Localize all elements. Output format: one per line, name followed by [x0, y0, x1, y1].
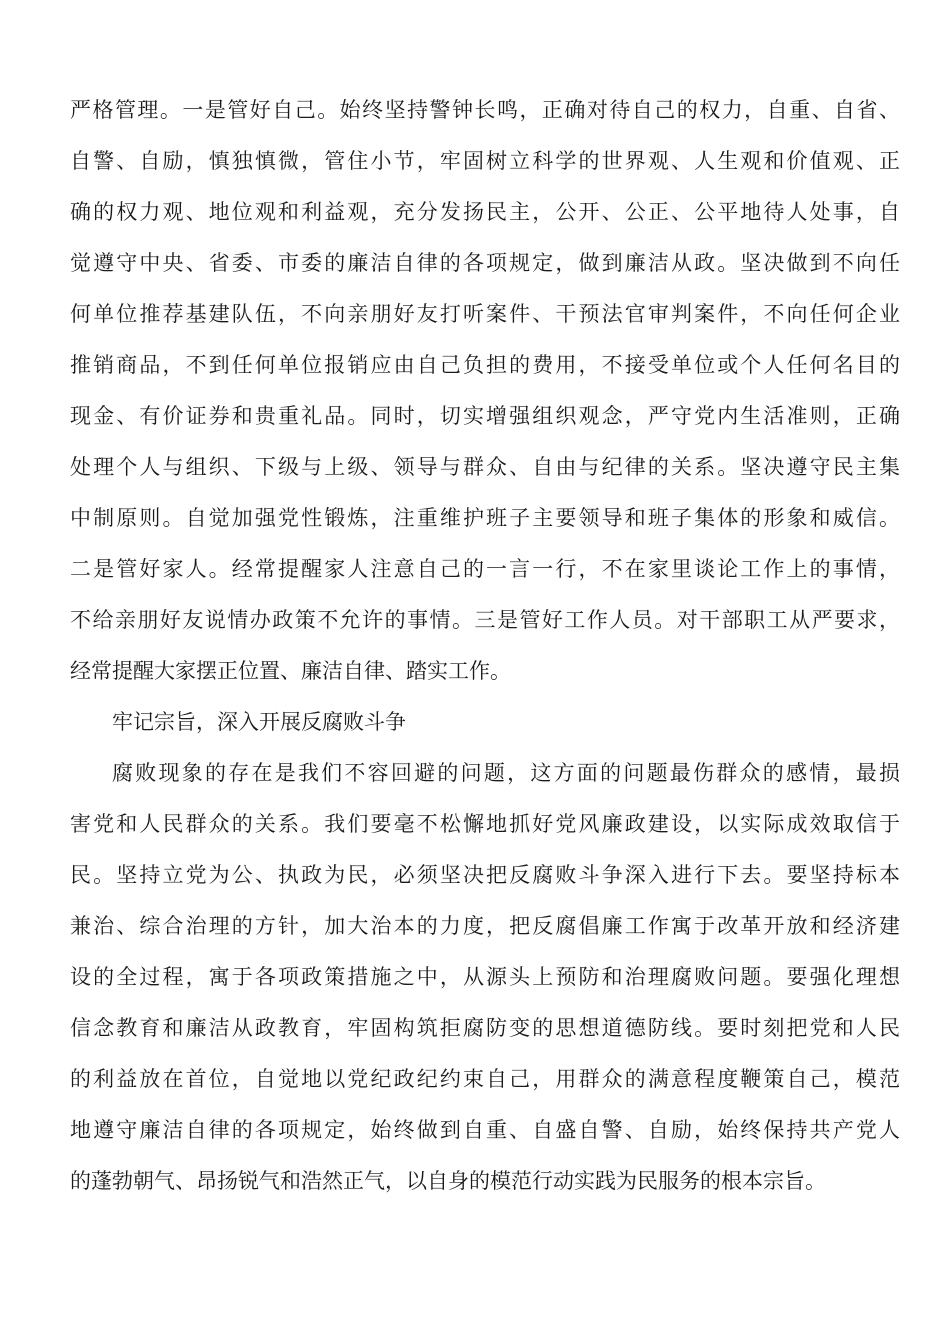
paragraph2-line: 兼治、综合治理的方针，加大治本的力度，把反腐倡廉工作寓于改革开放和经济建 — [70, 914, 900, 938]
paragraph1-line: 自警、自励，慎独慎微，管住小节，牢固树立科学的世界观、人生观和价值观、正 — [70, 149, 900, 173]
paragraph2-line: 民。坚持立党为公、执政为民，必须坚决把反腐败斗争深入进行下去。要坚持标本 — [70, 863, 900, 887]
paragraph1-line: 觉遵守中央、省委、市委的廉洁自律的各项规定，做到廉洁从政。坚决做到不向任 — [70, 251, 900, 275]
paragraph2-line: 设的全过程，寓于各项政策措施之中，从源头上预防和治理腐败问题。要强化理想 — [70, 965, 900, 989]
paragraph1-line: 确的权力观、地位观和利益观，充分发扬民主，公开、公正、公平地待人处事，自 — [70, 200, 900, 224]
section-heading: 牢记宗旨，深入开展反腐败斗争 — [112, 710, 406, 734]
paragraph2-line: 害党和人民群众的关系。我们要毫不松懈地抓好党风廉政建设，以实际成效取信于 — [70, 812, 900, 836]
paragraph2-line: 的利益放在首位，自觉地以党纪政纪约束自己，用群众的满意程度鞭策自己，模范 — [70, 1067, 900, 1091]
paragraph1-line: 中制原则。自觉加强党性锻炼，注重维护班子主要领导和班子集体的形象和威信。 — [70, 506, 900, 530]
paragraph1-line: 严格管理。一是管好自己。始终坚持警钟长鸣，正确对待自己的权力，自重、自省、 — [70, 98, 900, 122]
paragraph1-line: 不给亲朋好友说情办政策不允许的事情。三是管好工作人员。对干部职工从严要求， — [70, 608, 900, 632]
paragraph1-line: 何单位推荐基建队伍，不向亲朋好友打听案件、干预法官审判案件，不向任何企业 — [70, 302, 900, 326]
paragraph1-line: 现金、有价证券和贵重礼品。同时，切实增强组织观念，严守党内生活准则，正确 — [70, 404, 900, 428]
paragraph2-line: 地遵守廉洁自律的各项规定，始终做到自重、自盛自警、自励，始终保持共产党人 — [70, 1118, 900, 1142]
paragraph1-line: 处理个人与组织、下级与上级、领导与群众、自由与纪律的关系。坚决遵守民主集 — [70, 455, 900, 479]
paragraph1-line: 推销商品，不到任何单位报销应由自己负担的费用，不接受单位或个人任何名目的 — [70, 353, 900, 377]
paragraph1-line: 二是管好家人。经常提醒家人注意自己的一言一行，不在家里谈论工作上的事情， — [70, 557, 900, 581]
paragraph2-line: 腐败现象的存在是我们不容回避的问题，这方面的问题最伤群众的感情，最损 — [112, 761, 900, 785]
paragraph2-line: 的蓬勃朝气、昂扬锐气和浩然正气，以自身的模范行动实践为民服务的根本宗旨。 — [70, 1169, 826, 1193]
paragraph2-line: 信念教育和廉洁从政教育，牢固构筑拒腐防变的思想道德防线。要时刻把党和人民 — [70, 1016, 900, 1040]
paragraph1-line: 经常提醒大家摆正位置、廉洁自律、踏实工作。 — [70, 659, 511, 683]
